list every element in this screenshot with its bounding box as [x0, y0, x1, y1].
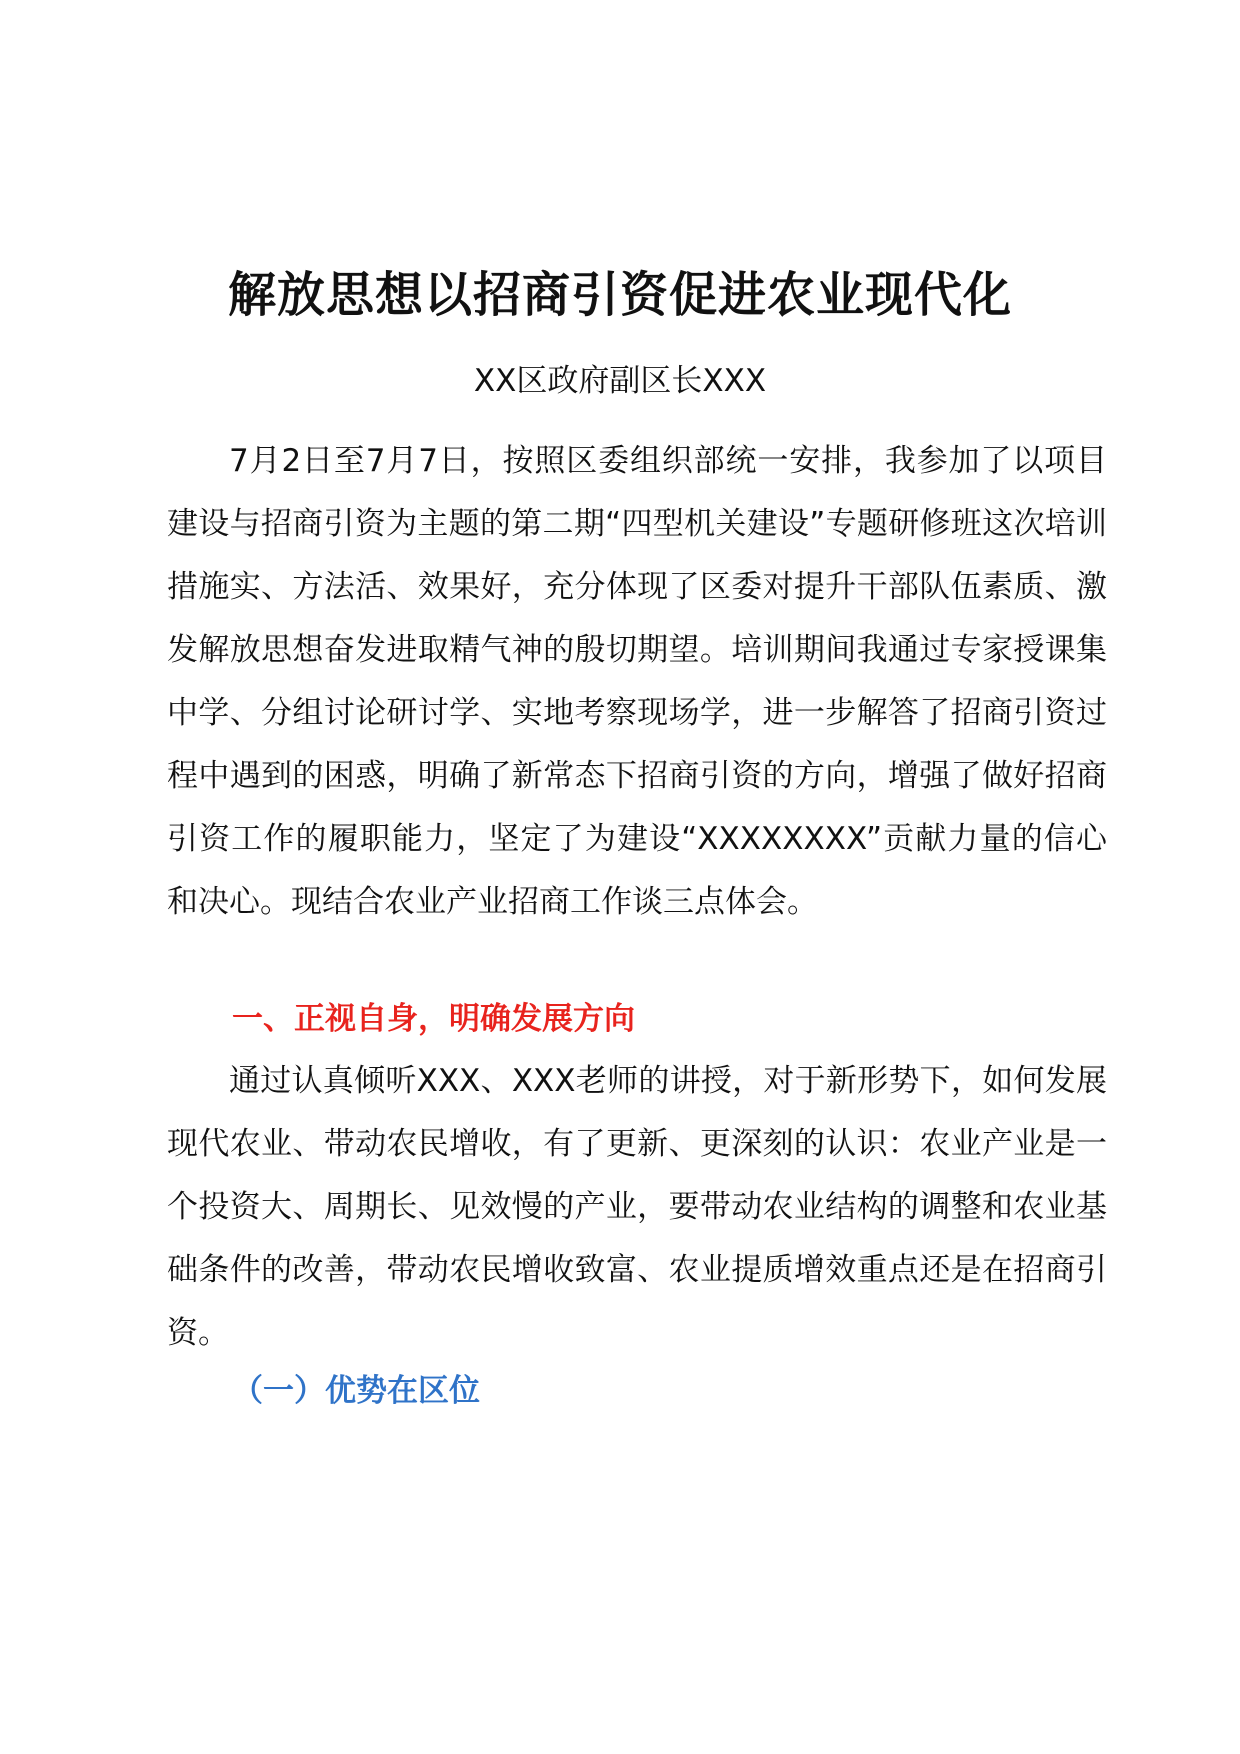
author-line: XX区政府副区长XXX — [473, 363, 767, 399]
section-heading: 一、正视自身，明确发展方向 — [232, 1001, 635, 1037]
subsection-heading: （一）优势在区位 — [232, 1373, 480, 1409]
document-title: 解放思想以招商引资促进农业现代化 — [227, 267, 1012, 324]
section-paragraph: 通过认真倾听XXX、XXX老师的讲授，对于新形势下，如何发展现代农业、带动农民增收，有了更新、更深刻的认识：农业产业是一个投资大、周期长、见效慢的产业，要带动农业结构的调整和农业基础条件的改善，带动农民增收致富、农业提质增效重点还是在招商引资。 — [167, 1063, 1107, 1351]
intro-paragraph: 7月2日至7月7日，按照区委组织部统一安排，我参加了以项目建设与招商引资为主题的第二期“四型机关建设”专题研修班这次培训措施实、方法活、效果好，充分体现了区委对提升干部队伍素质、激发解放思想奋发进取精气神的殷切期望。培训期间我通过专家授课集中学、分组讨论研讨学、实地考察现场学，进一步解答了招商引资过程中遇到的困惑，明确了新常态下招商引资的方向，增强了做好招商引资工作的履职能力，坚定了为建设“XXXXXXXX”贡献力量的信心和决心。现结合农业产业招商工作谈三点体会。 — [167, 443, 1107, 920]
